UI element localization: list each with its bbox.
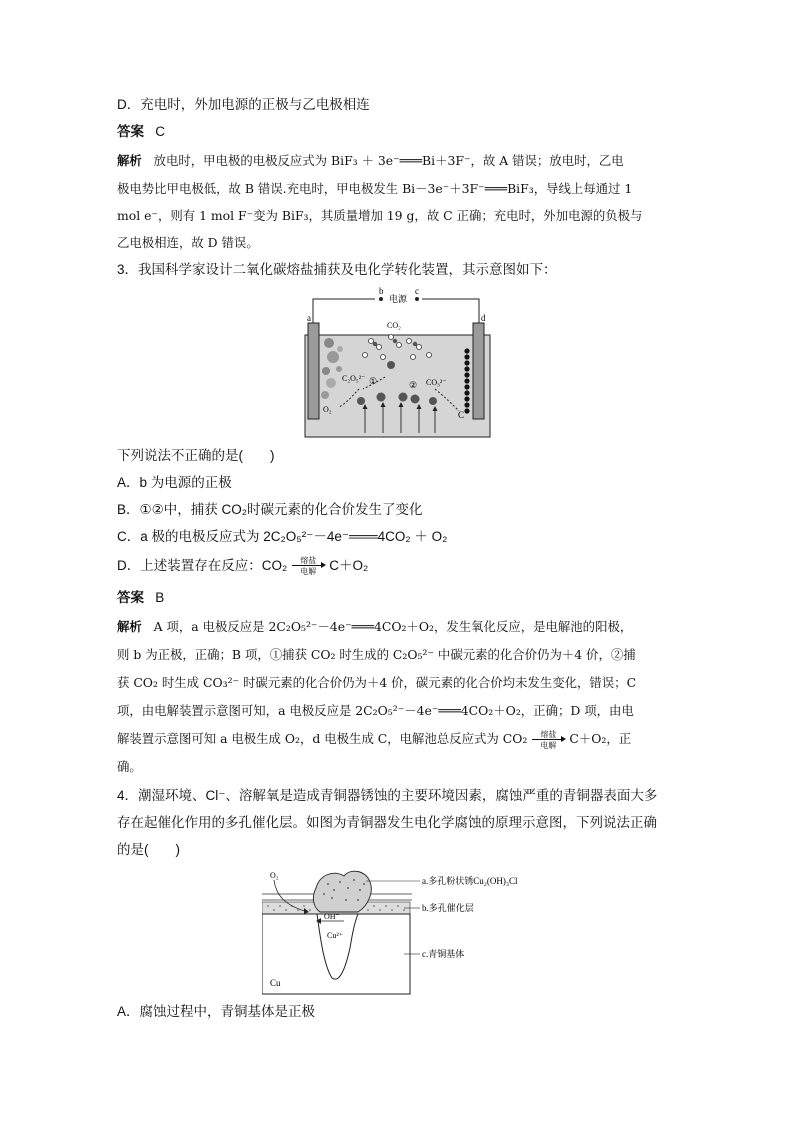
label-cu: Cu	[270, 978, 281, 988]
q3-prompt: 下列说法不正确的是( )	[117, 448, 275, 463]
q3-analysis-line-6: 确。	[117, 759, 142, 774]
label-a: a	[307, 313, 311, 323]
q4-stem-line-1: 4．潮湿环境、Cl⁻、溶解氧是造成青铜器锈蚀的主要环境因素，腐蚀严重的青铜器表面大多	[117, 788, 658, 803]
q3-option-c: C．a 极的电极反应式为 2C₂O₅²⁻－4e⁻═══4CO₂ ＋ O₂	[117, 529, 448, 544]
q4-corrosion-figure	[262, 866, 562, 996]
reaction-arrow: 熔盐 电解	[530, 730, 566, 750]
label-co2: CO₂	[387, 321, 401, 330]
q3-option-b: B．①②中，捕获 CO₂时碳元素的化合价发生了变化	[117, 502, 423, 517]
prev-analysis-line-4: 乙电极相连，故 D 错误。	[117, 235, 259, 250]
label-c2o5: C₂O₅²⁻	[342, 374, 366, 383]
q3-stem: 3．我国科学家设计二氧化碳熔盐捕获及电化学转化装置，其示意图如下：	[117, 262, 557, 277]
prev-answer	[117, 122, 165, 142]
label-b: b	[379, 286, 384, 296]
label-cu2: Cu²⁺	[327, 931, 343, 940]
label-co3: CO₃²⁻	[426, 378, 447, 387]
q4-option-a: A．腐蚀过程中，青铜基体是正极	[117, 1004, 316, 1019]
prev-analysis-line-1: 解析 放电时，甲电极的电极反应式为 BiF₃ ＋ 3e⁻═══Bi＋3F⁻，故 A 错误；放电时，乙电	[117, 153, 624, 168]
prev-analysis-line-2: 极电势比甲电极低，故 B 错误.充电时，甲电极发生 Bi－3e⁻＋3F⁻═══BiF₃，导线上每通过 1	[117, 181, 633, 196]
prev-analysis-line-3: mol e⁻，则有 1 mol F⁻变为 BiF₃，其质量增加 19 g，故 C 正确；充电时，外加电源的负极与	[117, 208, 643, 223]
label-c-product: C	[458, 410, 465, 420]
answer-label: 答案	[117, 124, 144, 139]
answer-value: C	[155, 124, 166, 139]
analysis-label: 解析	[117, 154, 142, 168]
label-circle-1: ①	[369, 376, 378, 386]
q3-analysis-line-5: 解装置示意图可知 a 电极生成 O₂，d 电极生成 C，电解池总反应式为 CO₂ 熔盐 电解 C＋O₂，正	[117, 729, 632, 750]
label-catalyst-layer: b.多孔催化层	[422, 903, 474, 913]
q3-electrolysis-figure	[295, 285, 500, 440]
label-c: c	[415, 286, 419, 296]
q3-analysis-line-4: 项，由电解装置示意图可知，a 电极反应是 2C₂O₅²⁻－4e⁻═══4CO₂＋O₂，正确；D 项，由电	[117, 703, 634, 718]
label-o2: O₂	[270, 871, 279, 880]
answer-value: B	[155, 590, 165, 605]
q3-option-a: A．b 为电源的正极	[117, 475, 232, 490]
answer-label: 答案	[117, 590, 144, 605]
q3-answer	[117, 588, 164, 608]
reaction-arrow: 熔盐 电解	[290, 556, 326, 576]
q3-analysis-line-2: 则 b 为正极，正确；B 项，①捕获 CO₂ 时生成的 C₂O₅²⁻ 中碳元素的化合价仍为＋4 价，②捕	[117, 647, 636, 662]
label-circle-2: ②	[409, 380, 418, 390]
label-bronze-base: c.青铜基体	[422, 949, 465, 959]
prev-option-d: D．充电时，外加电源的正极与乙电极相连	[117, 97, 370, 112]
analysis-label: 解析	[117, 620, 142, 634]
q3-analysis-line-1: 解析 A 项，a 电极反应是 2C₂O₅²⁻－4e⁻═══4CO₂＋O₂，发生氧化反应，是电解池的阳极，	[117, 619, 633, 634]
label-d: d	[481, 313, 486, 323]
label-power: 电源	[389, 294, 408, 304]
label-rust: a.多孔粉状锈Cu₂(OH)₃Cl	[422, 876, 518, 886]
label-o2: O₂	[323, 405, 332, 414]
q3-analysis-line-3: 获 CO₂ 时生成 CO₃²⁻ 时碳元素的化合价仍为＋4 价，碳元素的化合价均未发生变化，错误；C	[117, 675, 637, 690]
label-oh: OH⁻	[324, 912, 340, 921]
q3-option-d: D．上述装置存在反应：CO₂ 熔盐 电解 C＋O₂	[117, 556, 369, 577]
q4-stem-line-2: 存在起催化作用的多孔催化层。如图为青铜器发生电化学腐蚀的原理示意图，下列说法正确	[117, 815, 657, 830]
q4-stem-line-3: 的是( )	[117, 842, 180, 857]
